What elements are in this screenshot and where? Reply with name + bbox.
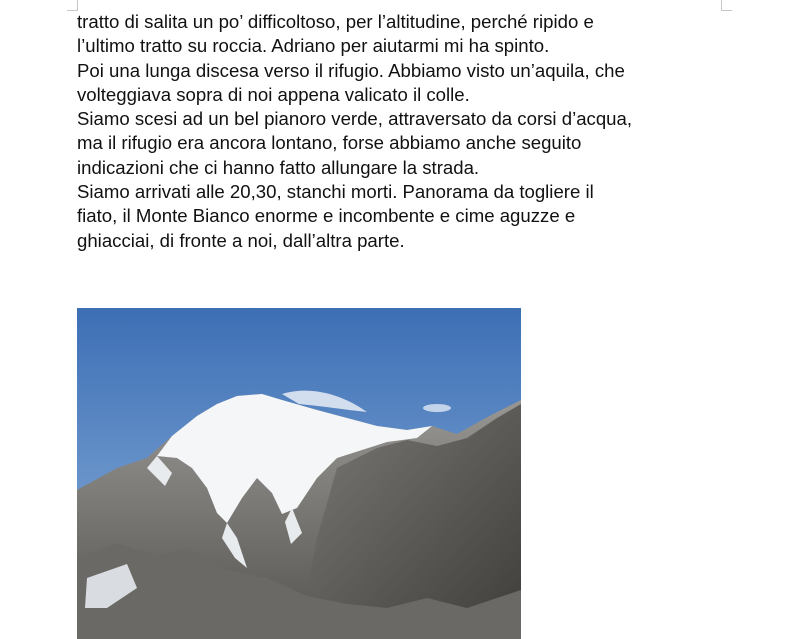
cloud-small xyxy=(423,404,451,412)
text-line: Siamo arrivati alle 20,30, stanchi morti. Panorama da togliere il xyxy=(77,181,594,203)
text-line: l’ultimo tratto su roccia. Adriano per aiutarmi mi ha spinto. xyxy=(77,35,550,57)
mountain-photo[interactable] xyxy=(77,308,521,639)
text-line: ma il rifugio era ancora lontano, forse abbiamo anche seguito xyxy=(77,132,582,154)
text-line: volteggiava sopra di noi appena valicato il colle. xyxy=(77,83,470,105)
text-line: fiato, il Monte Bianco enorme e incombente e cime aguzze e xyxy=(77,205,576,227)
document-body[interactable] xyxy=(77,10,727,253)
text-line: tratto di salita un po’ difficoltoso, per l’altitudine, perché ripido e xyxy=(77,11,594,32)
text-line: Siamo scesi ad un bel pianoro verde, attraversato da corsi d’acqua, xyxy=(77,108,633,130)
text-line: ghiacciai, di fronte a noi, dall’altra parte. xyxy=(77,229,405,251)
text-line: indicazioni che ci hanno fatto allungare la strada. xyxy=(77,156,480,178)
text-line: Poi una lunga discesa verso il rifugio. Abbiamo visto un’aquila, che xyxy=(77,59,625,81)
mountain-photo-illustration xyxy=(77,308,521,639)
